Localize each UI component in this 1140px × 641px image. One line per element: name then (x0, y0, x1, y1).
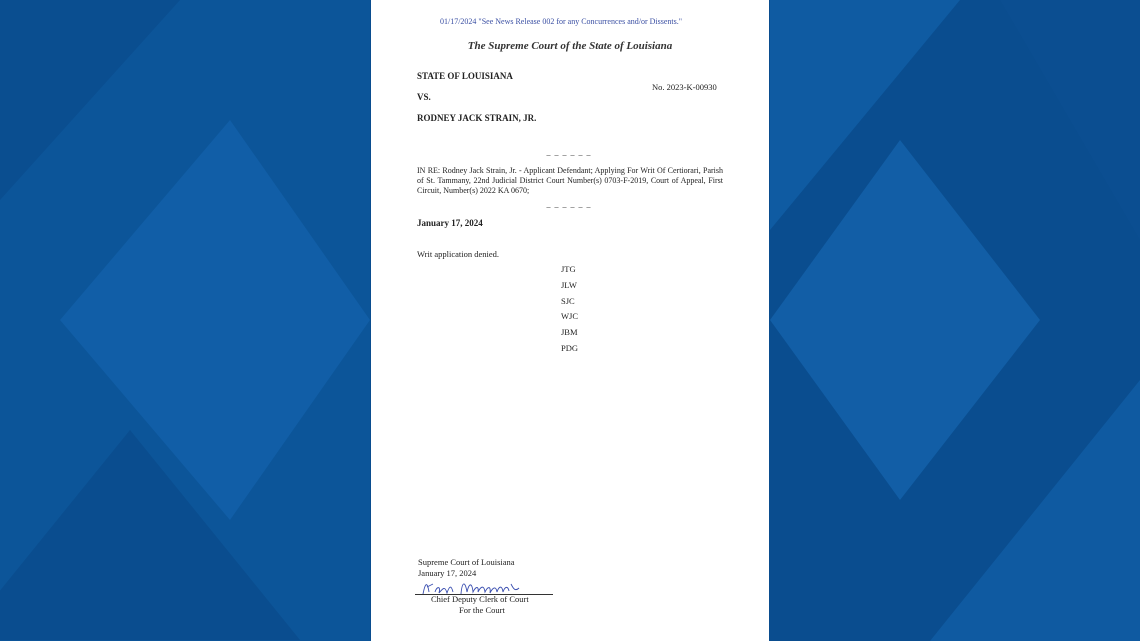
decision-date: January 17, 2024 (417, 218, 483, 228)
release-notice: 01/17/2024 "See News Release 002 for any Concurrences and/or Dissents." (439, 17, 683, 26)
justice-initials: PDG (561, 343, 579, 353)
versus-label: VS. (417, 92, 431, 102)
ruling-text: Writ application denied. (417, 249, 500, 259)
separator-bottom: _ _ _ _ _ _ (546, 200, 592, 209)
case-number: No. 2023-K-00930 (652, 82, 717, 92)
justice-initials: SJC (561, 296, 575, 306)
clerk-title: Chief Deputy Clerk of Court (431, 594, 529, 604)
court-title: The Supreme Court of the State of Louisiana (467, 40, 673, 52)
plaintiff-name: STATE OF LOUISIANA (417, 71, 513, 81)
justice-initials: JLW (561, 280, 577, 290)
justice-initials: JTG (561, 264, 576, 274)
court-document-page (371, 0, 769, 641)
justice-initials: JBM (561, 327, 578, 337)
justice-initials: WJC (561, 311, 578, 321)
separator-top: _ _ _ _ _ _ (546, 148, 592, 157)
footer-date: January 17, 2024 (418, 568, 477, 578)
footer-court: Supreme Court of Louisiana (418, 557, 515, 567)
in-re-paragraph: IN RE: Rodney Jack Strain, Jr. - Applicant Defendant; Applying For Writ Of Certiorari, Parish of St. Tammany, 22nd Judicial District Court Number(s) 0703-F-2019, Court of Appeal, First Circuit, Number(s) 2022 KA 0670; (417, 166, 723, 195)
defendant-name: RODNEY JACK STRAIN, JR. (417, 113, 537, 123)
for-the-court: For the Court (459, 605, 505, 615)
